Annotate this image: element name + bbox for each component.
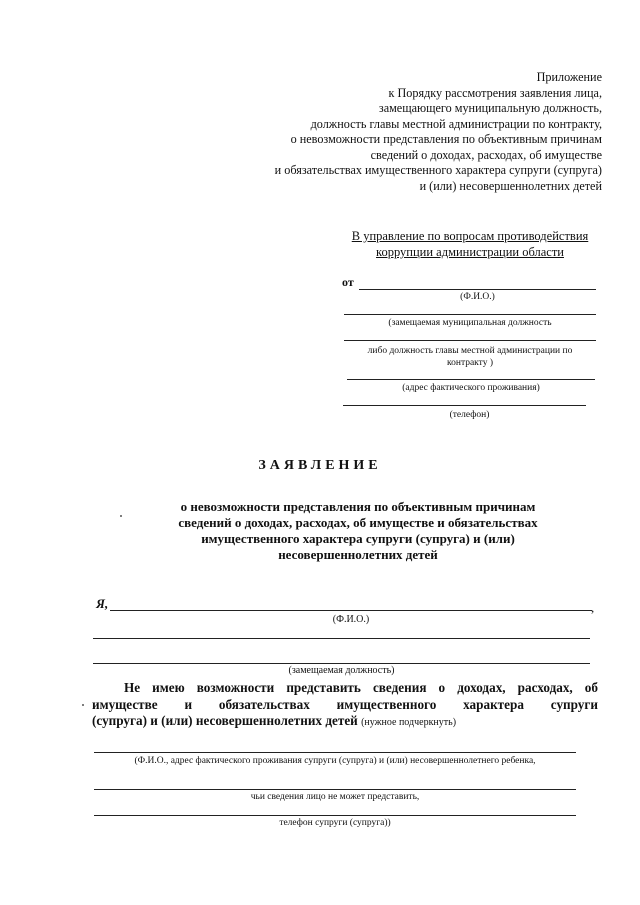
statement-line-2: имуществе и обязательствах имущественного характера супруги bbox=[92, 696, 598, 712]
from-prefix: от bbox=[342, 275, 354, 289]
fio-caption: (Ф.И.О.) bbox=[460, 292, 495, 302]
scan-speck bbox=[82, 704, 84, 706]
appendix-line: Приложение bbox=[536, 70, 602, 84]
applicant-fio-line[interactable] bbox=[110, 610, 592, 611]
subject-line: сведений о доходах, расходах, об имуществе и обязательствах bbox=[178, 515, 538, 530]
addressee-line-2: коррупции администрации области bbox=[376, 245, 564, 259]
applicant-position-line[interactable] bbox=[93, 663, 590, 664]
position-caption-2: либо должность главы местной администрации по bbox=[367, 346, 573, 356]
statement-line-1: Не имею возможности представить сведения о доходах, расходах, об bbox=[124, 680, 598, 695]
applicant-prefix: Я, bbox=[96, 596, 109, 611]
spouse-info-caption: (Ф.И.О., адрес фактического проживания супруги (супруга) и (или) несовершеннолетнего ребенка, bbox=[134, 756, 536, 766]
position-line[interactable] bbox=[344, 314, 596, 315]
statement-text bbox=[92, 680, 598, 732]
applicant-comma: , bbox=[591, 600, 595, 615]
appendix-line: и обязательствах имущественного характера супруги (супруга) bbox=[274, 163, 602, 177]
position-caption-3: контракту ) bbox=[446, 358, 493, 368]
addressee-line-1: В управление по вопросам противодействия bbox=[351, 229, 589, 243]
spouse-phone-line[interactable] bbox=[94, 815, 576, 816]
subject-line: имущественного характера супруги (супруга) и (или) bbox=[201, 531, 515, 546]
addressee bbox=[344, 228, 596, 260]
appendix-line: сведений о доходах, расходах, об имуществе bbox=[370, 147, 602, 162]
statement-note: (нужное подчеркнуть) bbox=[361, 717, 457, 728]
spouse-info-line[interactable] bbox=[94, 752, 576, 753]
position-caption-1: (замещаемая муниципальная должность bbox=[388, 318, 552, 328]
phone-caption: (телефон) bbox=[449, 410, 490, 420]
appendix-line: о невозможности представления по объективным причинам bbox=[290, 132, 602, 146]
statement-line-3: (супруга) и (или) несовершеннолетних детей bbox=[92, 713, 358, 728]
appendix-header bbox=[202, 70, 602, 194]
appendix-line: замещающего муниципальную должность, bbox=[378, 101, 602, 115]
cannot-provide-caption: чьи сведения лицо не может представить, bbox=[250, 792, 420, 802]
phone-line[interactable] bbox=[343, 405, 586, 406]
applicant-fio-caption: (Ф.И.О.) bbox=[332, 614, 370, 625]
applicant-extra-line[interactable] bbox=[93, 638, 590, 639]
applicant-position-caption: (замещаемая должность) bbox=[288, 665, 395, 676]
subject-line: о невозможности представления по объективным причинам bbox=[180, 499, 536, 514]
fio-line[interactable] bbox=[359, 289, 596, 290]
document-title: ЗАЯВЛЕНИЕ bbox=[258, 458, 382, 473]
position-line-2[interactable] bbox=[344, 340, 596, 341]
address-line[interactable] bbox=[347, 379, 595, 380]
document-subject bbox=[130, 499, 586, 563]
address-caption: (адрес фактического проживания) bbox=[402, 383, 540, 393]
spouse-phone-caption: телефон супруги (супруга)) bbox=[279, 818, 391, 828]
scan-speck bbox=[120, 515, 122, 517]
appendix-line: и (или) несовершеннолетних детей bbox=[419, 178, 602, 193]
subject-line: несовершеннолетних детей bbox=[278, 547, 438, 562]
appendix-line: к Порядку рассмотрения заявления лица, bbox=[388, 85, 602, 100]
appendix-line: должность главы местной администрации по контракту, bbox=[310, 116, 602, 131]
spouse-info-line-2[interactable] bbox=[94, 789, 576, 790]
